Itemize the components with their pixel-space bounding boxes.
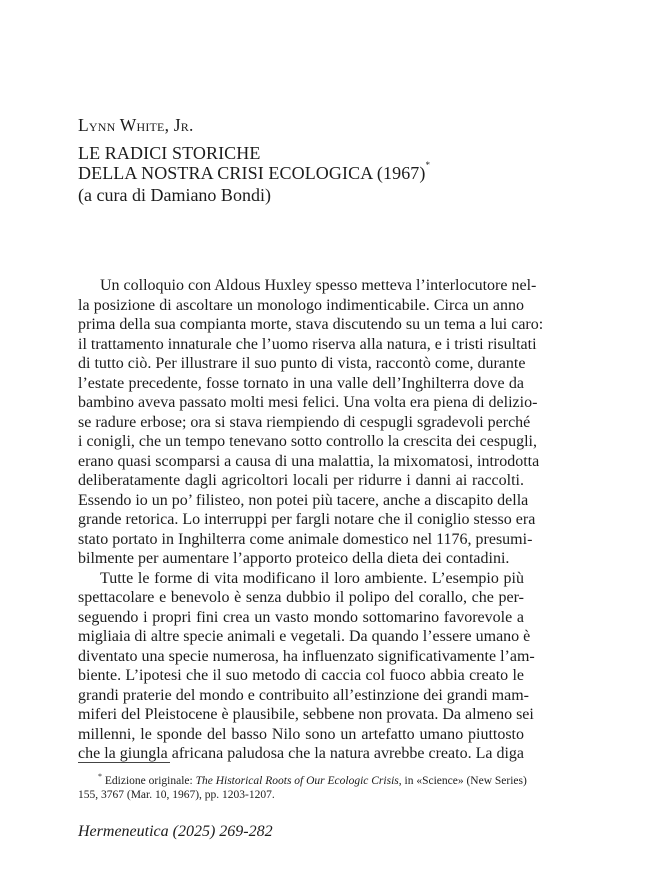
body-text	[78, 276, 544, 764]
footnote	[78, 770, 527, 803]
text-line: l’estate precedente, fosse tornato in una valle dell’Inghilterra dove da	[78, 374, 524, 392]
text-line: Essendo io un po’ filisteo, non potei più tacere, anche a discapito della	[78, 491, 529, 509]
text-line: prima della sua compianta morte, stava discutendo su un tema a lui caro:	[78, 316, 544, 333]
text-line: erano quasi scomparsi a causa di una malattia, la mixomatosi, introdotta	[78, 452, 540, 470]
text-line: se radure erbose; ora si stava riempiendo di cespugli sgradevoli perché	[78, 413, 531, 431]
text-line: seguendo i propri fini crea un vasto mondo sottomarino favorevole a	[78, 608, 524, 626]
article-title-line-1: LE RADICI STORICHE	[78, 143, 261, 163]
text-line: Tutte le forme di vita modificano il loro ambiente. L’esempio più	[100, 569, 524, 587]
text-line: miferi del Pleistocene è plausibile, sebbene non provata. Da almeno sei	[78, 706, 534, 723]
text-line: grandi praterie del mondo e contribuito all’estinzione dei grandi mam-	[78, 686, 529, 704]
text-line: di tutto ciò. Per illustrare il suo punto di vista, raccontò come, durante	[78, 355, 526, 372]
text-line: deliberatamente dagli agricoltori locali per ridurre i danni ai raccolti.	[78, 472, 524, 489]
journal-reference: Hermeneutica (2025) 269-282	[78, 823, 273, 840]
text-line: il trattamento innaturale che l’uomo riserva alla natura, e i tristi risultati	[78, 335, 537, 353]
text-line: biente. L’ipotesi che il suo metodo di caccia col fuoco abbia creato le	[78, 667, 524, 684]
footnote-mark: *	[98, 772, 102, 781]
text-line: migliaia di altre specie animali e vegetali. Da quando l’essere umano è	[78, 628, 531, 645]
footnote-work-title: The Historical Roots of Our Ecologic Crisis	[195, 774, 399, 787]
text-line: stato portato in Inghilterra come animale domestico nel 1176, presumi-	[78, 530, 533, 548]
footnote-reference-mark: *	[425, 160, 431, 170]
footnote-prefix: Edizione originale:	[102, 774, 196, 787]
footnote-suffix: , in «Science» (New Series)	[398, 774, 527, 787]
text-line: bambino aveva passato molti mesi felici. Una volta era piena di delizio-	[78, 394, 538, 411]
article-title-line-2	[78, 160, 431, 184]
footnote-line-1	[98, 770, 527, 788]
text-line: diventato una specie numerosa, ha influenzato significativamente l’am-	[78, 647, 535, 665]
text-line: che la giungla africana paludosa che la natura avrebbe creato. La diga	[78, 745, 524, 762]
author-name: Lynn White, Jr.	[78, 115, 194, 135]
text-line: i conigli, che un tempo tenevano sotto controllo la crescita dei cespugli,	[78, 433, 537, 450]
text-line: Un colloquio con Aldous Huxley spesso metteva l’interlocutore nel-	[100, 277, 537, 294]
footnote-line-2: 155, 3767 (Mar. 10, 1967), pp. 1203-1207.	[78, 789, 275, 802]
curator-note: (a cura di Damiano Bondi)	[78, 185, 271, 205]
text-line: grande retorica. Lo interruppi per fargli notare che il coniglio stesso era	[78, 511, 536, 528]
text-line: millenni, le sponde del basso Nilo sono un artefatto umano piuttosto	[78, 725, 524, 743]
article-title-text: DELLA NOSTRA CRISI ECOLOGICA (1967)	[78, 163, 426, 183]
text-line: spettacolare e benevolo è senza dubbio il polipo del corallo, che per-	[78, 589, 524, 606]
text-line: bilmente per aumentare l’apporto proteico della dieta dei contadini.	[78, 550, 510, 567]
footnote-rule	[78, 762, 170, 763]
text-line: la posizione di ascoltare un monologo indimenticabile. Circa un anno	[78, 296, 524, 314]
